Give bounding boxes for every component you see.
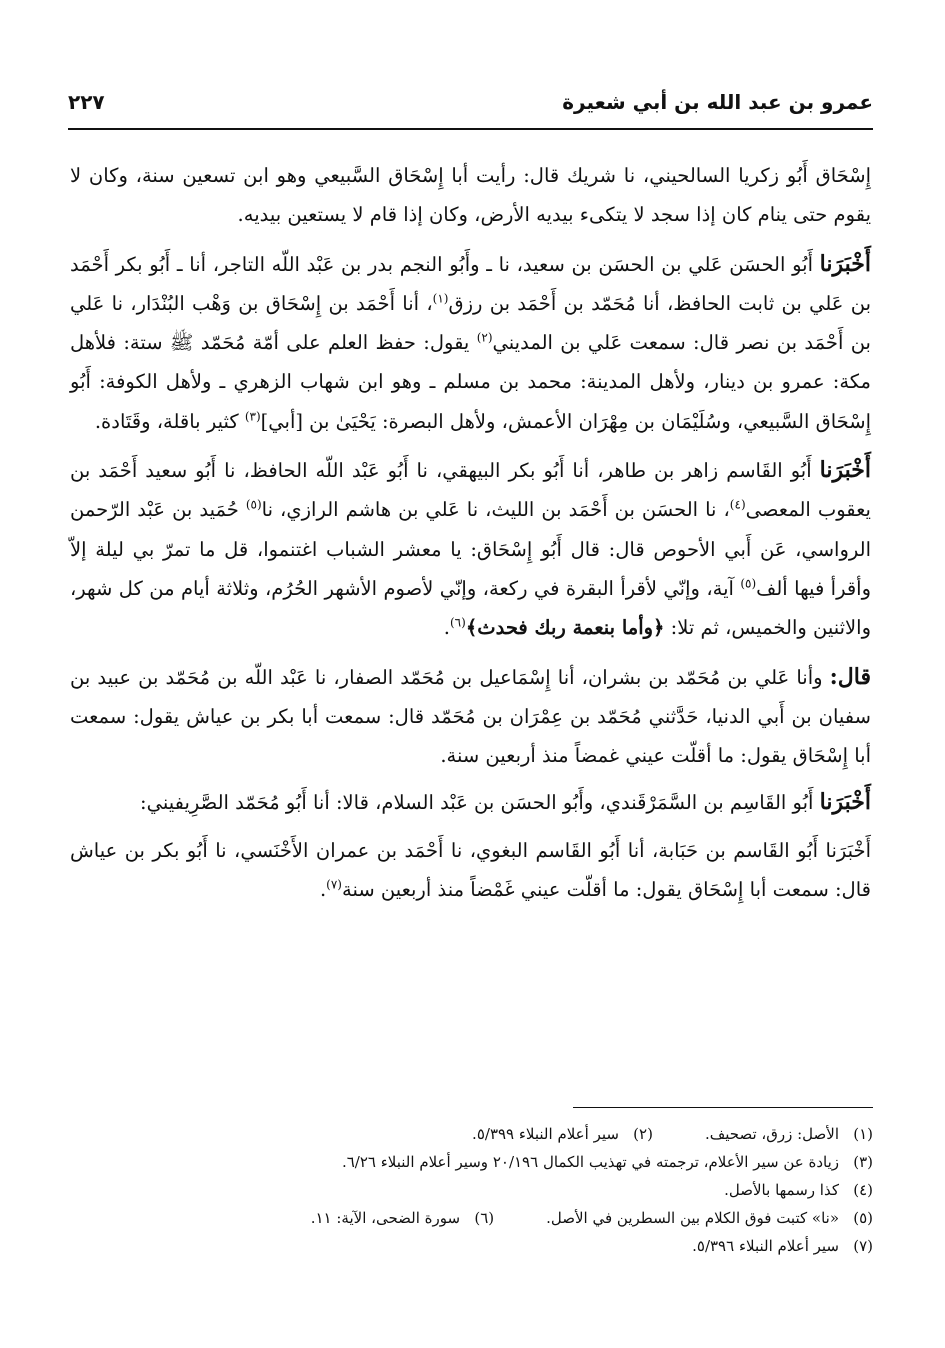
footnote-text: سورة الضحى، الآية: ١١.	[310, 1209, 461, 1227]
footnote-ref-5b: (٥)	[740, 576, 757, 591]
footnote-text: سير أعلام النبلاء ٥/٣٩٦.	[692, 1237, 839, 1255]
footnote-number: (٧)	[853, 1237, 873, 1255]
narration-lead: أَخْبَرَنا	[819, 457, 871, 484]
footnote-line	[70, 1120, 873, 1148]
text-run: أَبُو القَاسم زاهر بن طاهر، أنا أَبُو بكر البيهقي، نا أَبُو عَبْد اللّه الحافظ، نا أَبُو سعيد أَحْمَد بن يعقوب المعصى	[70, 459, 871, 522]
text-run: ، أنا أَحْمَد بن إِسْحَاق بن وَهْب البُنْدَار، نا عَلي بن أَحْمَد بن نصر قال: سمعت عَلي بن المديني	[70, 291, 871, 355]
text-run: كثير باقلة، وقَتَادة.	[94, 409, 245, 433]
narration-lead: أَخْبَرَنا	[819, 250, 871, 277]
text-run: أَخْبَرَنا أَبُو القَاسم بن حَبَابة، أنا أَبُو القَاسم البغوي، نا أَحْمَد بن عمران الأَخْنَسي، نا أَبُو بكر بن عياش قال: سمعت أبا إِسْحَاق يقول: ما أقلّت عيني غَمْضاً منذ أربعين سنة	[70, 838, 871, 902]
text-run: أَبُو القَاسِم بن السَّمَرْقَندي، وأَبُو الحسَن بن عَبْد السلام، قالا: أنا أَبُو مُحَمّد الصَّرِيفيني:	[140, 791, 820, 815]
footnote-number: (٥)	[853, 1209, 873, 1227]
footnote-number: (٣)	[853, 1153, 873, 1171]
footnote-ref-2: (٢)	[476, 330, 493, 345]
text-run: .	[319, 878, 327, 902]
header-rule	[68, 128, 873, 130]
footnote-ref-7: (٧)	[326, 877, 342, 892]
paragraph-3	[70, 451, 871, 647]
paragraph-4	[70, 658, 871, 776]
footnote-number: (١)	[853, 1125, 873, 1143]
text-run: إِسْحَاق أَبُو زكريا السالحيني، نا شريك قال: رأيت أبا إِسْحَاق السَّبيعي وهو ابن تسعين سنة، وكان لا يقوم حتى ينام كان إذا سجد لا يتكىء بيديه الأرض، وكان إذا قام لا يستعين بيديه.	[70, 164, 871, 227]
quran-verse: ﴿وأما بنعمة ربك فحدث﴾	[465, 616, 665, 640]
text-run: يقول: حفظ العلم على أمّة مُحَمّد ﷺ ستة: فلأهل مكة: عمرو بن دينار، ولأهل المدينة: محمد بن مسلم ـ وهو ابن شهاب الزهري ـ ولأهل الكوفة: أَبُو إِسْحَاق السَّبيعي، وسُلَيْمَان بن مِهْرَان الأعمش، ولأهل البصرة: يَحْيَىٰ بن [أبي]	[70, 331, 871, 433]
narration-lead: أَخْبَرَنا	[819, 789, 871, 816]
footnote-text: كذا رسمها بالأصل.	[724, 1181, 839, 1199]
footnote-ref-4: (٤)	[729, 497, 746, 512]
text-run: وأنا عَلي بن مُحَمّد بن بشران، أنا إِسْمَاعيل بن مُحَمّد الصفار، نا عَبْد اللّه بن مُحَمّد بن عبيد بن سفيان بن أَبي الدنيا، حَدَّثني مُحَمّد بن عِمْرَان بن مُحَمّد قال: سمعت أبا بكر بن عياش يقول: سمعت أبا إِسْحَاق يقول: ما أقلّت عيني غمضاً منذ أربعين سنة.	[70, 665, 871, 768]
narration-lead: قال:	[829, 663, 871, 690]
page-header	[68, 84, 873, 124]
main-text	[70, 156, 871, 917]
footnotes	[70, 1120, 873, 1260]
footnote-line	[70, 1148, 873, 1176]
footnote-ref-5: (٥)	[245, 497, 262, 512]
footnote-number: (٢)	[633, 1125, 653, 1143]
footnote-ref-3: (٣)	[244, 409, 261, 424]
paragraph-2	[70, 245, 871, 441]
footnote-line	[70, 1176, 873, 1204]
paragraph-5	[70, 783, 871, 822]
footnote-text: زيادة عن سير الأعلام، ترجمته في تهذيب الكمال ٢٠/١٩٦ وسير أعلام النبلاء ٦/٢٦.	[341, 1153, 839, 1171]
text-run: آية، وإنّي لأقرأ البقرة في ركعة، وإنّي لأصوم الأشهر الحُرُم، وثلاثة أيام من كل شهر، والاثنين والخميس، ثم تلا:	[70, 576, 871, 640]
footnote-number: (٦)	[474, 1209, 495, 1227]
paragraph-6	[70, 831, 871, 910]
paragraph-1	[70, 156, 871, 235]
footnote-line	[70, 1232, 873, 1260]
footnote-rule	[573, 1107, 873, 1108]
text-run: ، نا الحسَن بن أَحْمَد بن الليث، نا عَلي بن هاشم الرازي، نا	[261, 498, 730, 522]
footnote-number: (٤)	[853, 1181, 873, 1199]
footnote-ref-6: (٦)	[449, 615, 466, 630]
page-number: ٢٢٧	[68, 90, 105, 114]
footnote-text: «نا» كتبت فوق الكلام بين السطرين في الأصل.	[546, 1209, 839, 1227]
text-run: .	[443, 616, 450, 640]
text-run: أَبُو الحسَن عَلي بن الحسَن بن سعيد، نا ـ وأَبُو النجم بدر بن عَبْد اللّه التاجر، أنا ـ أَبُو بكر أَحْمَد بن عَلي بن ثابت الحافظ، أنا مُحَمّد بن أَحْمَد بن رزق	[70, 252, 871, 315]
footnote-text: الأصل: زرق، تصحيف.	[704, 1125, 839, 1143]
text-run: حُمَيد بن عَبْد الرّحمن الرواسي، عَن أَبي الأحوص قال: قال أَبُو إِسْحَاق: يا معشر الشباب اغتنموا، قل ما تمرّ بي ليلة إلاّ وأقرأ فيها ألف	[70, 498, 871, 600]
footnote-line	[70, 1204, 873, 1232]
footnote-ref-1: (١)	[432, 291, 449, 306]
footnote-text: سير أعلام النبلاء ٥/٣٩٩.	[472, 1125, 619, 1143]
running-title: عمرو بن عبد الله بن أبي شعيرة	[562, 90, 873, 114]
